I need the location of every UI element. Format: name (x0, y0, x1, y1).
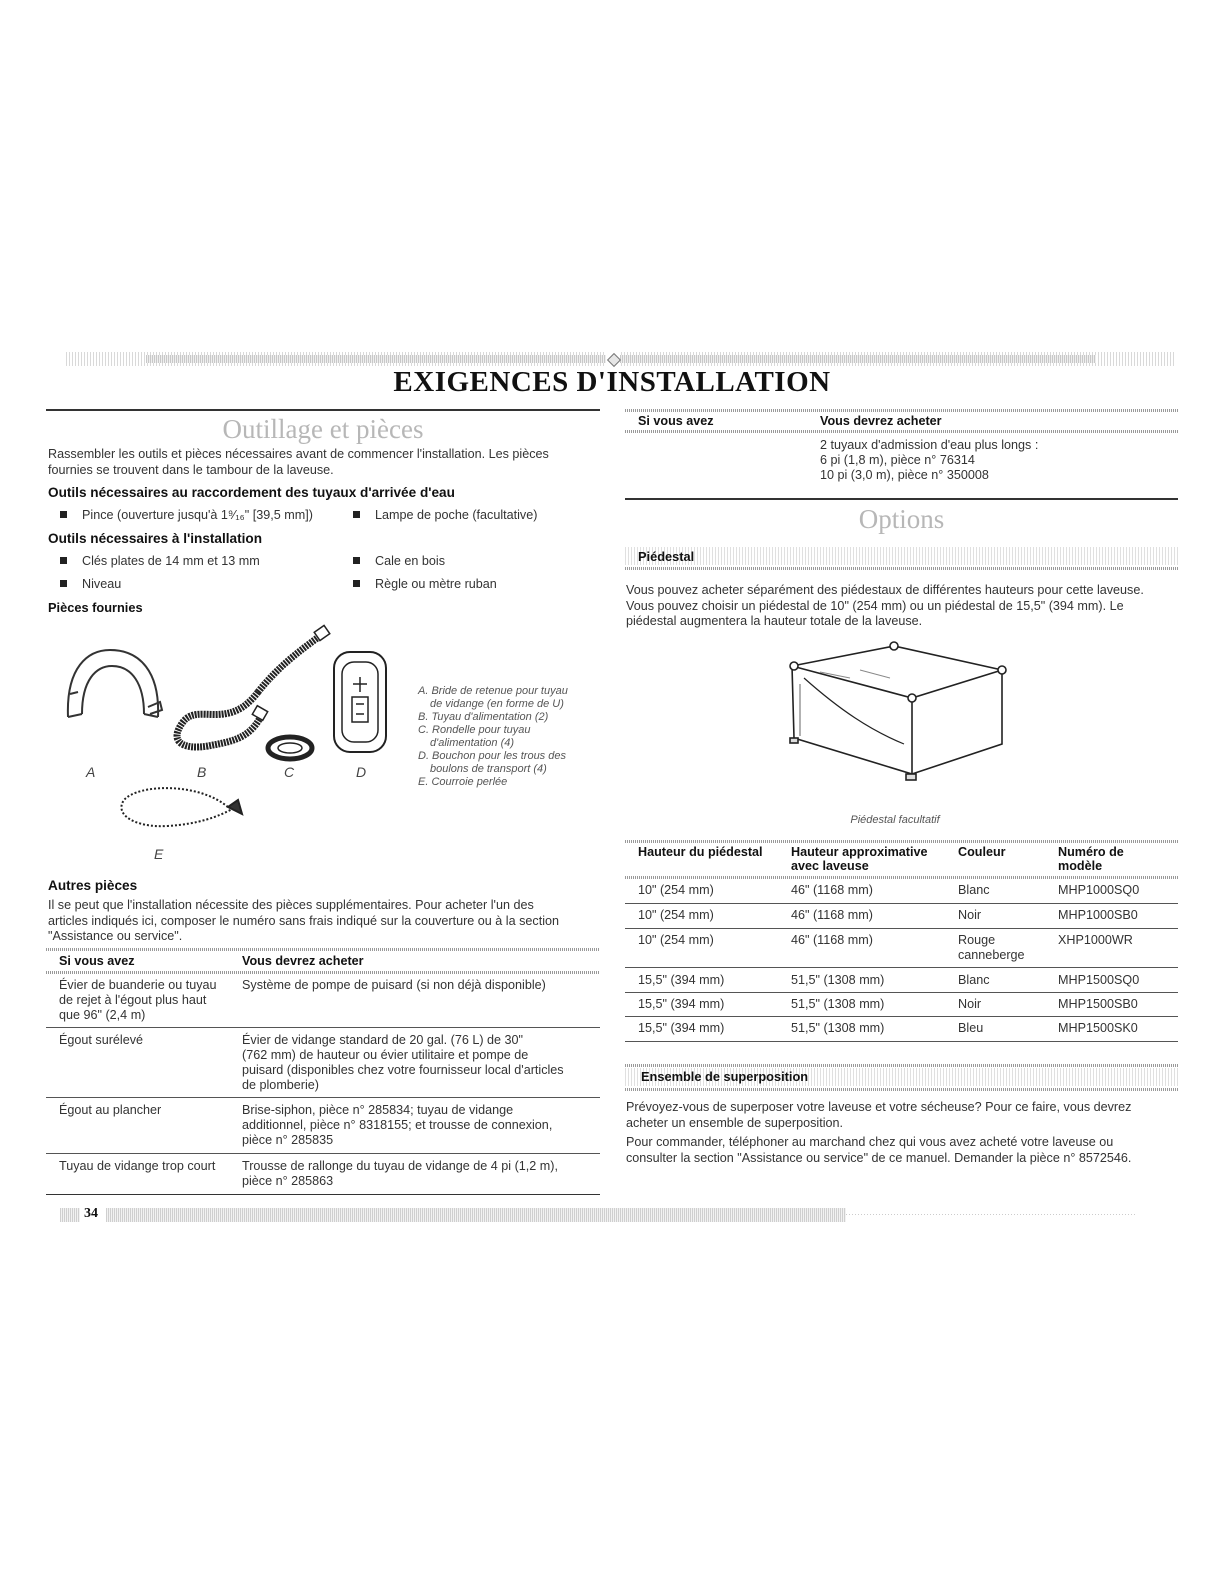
table-cell: MHP1500SQ0 (1058, 973, 1140, 987)
right-table-header-buy: Vous devrez acheter (820, 414, 942, 428)
section-title-options: Options (858, 504, 945, 534)
figure-letter-b: B (197, 764, 207, 780)
table-cell: MHP1000SB0 (1058, 908, 1138, 922)
pedestal-heading-rule (625, 567, 1178, 570)
table-row-divider (46, 1097, 600, 1098)
bullet-item: Cale en bois (353, 554, 445, 568)
pedestal-heading-bar (625, 547, 1178, 565)
parts-heading: Pièces fournies (48, 600, 143, 615)
bullet-item: Clés plates de 14 mm et 13 mm (60, 554, 260, 568)
tools-install-heading: Outils nécessaires à l'installation (48, 531, 263, 546)
figure-letter-c: C (284, 764, 295, 780)
hose-washer-icon (268, 737, 312, 759)
table-row-2-buy: Évier de vidange standard de 20 gal. (76 L) de 30" (762 mm) de hauteur ou évier utilitaire et pompe de puisard (disponibles chez votre fournisseur local d'articles de plomberie) (242, 1033, 564, 1092)
figure-letter-d: D (356, 764, 367, 780)
table-top-rule (46, 948, 600, 951)
table-cell: 46" (1168 mm) (791, 908, 873, 922)
pedestal-caption: Piédestal facultatif (850, 814, 940, 826)
stack-text-2: Pour commander, téléphoner au marchand chez qui vous avez acheté votre laveuse ou consulter la section "Assistance ou service" de ce manuel. Demander la pièce n° 8572546. (626, 1135, 1132, 1165)
pedestal-table-top-rule (625, 840, 1178, 843)
table-row-divider (625, 1016, 1178, 1017)
figure-letter-e: E (154, 846, 164, 862)
footer-pattern-left (60, 1208, 80, 1222)
pedestal-text: Vous pouvez acheter séparément des piédestaux de différentes hauteurs pour cette laveuse. Vous pouvez choisir un piédestal de 10" (254 mm) ou un piédestal de 15,5" (394 mm). Le piédestal augmentera la hauteur totale de la laveuse. (626, 583, 1144, 628)
table-cell: Rouge canneberge (958, 933, 1025, 962)
other-parts-text: Il se peut que l'installation nécessite des pièces supplémentaires. Pour acheter l'un des articles indiqués ici, composer le numéro sans frais indiqué sur la couverture ou à la section "Assistance ou service". (48, 898, 559, 943)
table-cell: MHP1000SQ0 (1058, 883, 1140, 897)
other-parts-heading: Autres pièces (48, 878, 138, 893)
pedestal-illustration (780, 640, 1010, 810)
table-cell: Noir (958, 997, 982, 1011)
table-cell: 51,5" (1308 mm) (791, 973, 885, 987)
parts-illustration (48, 622, 428, 842)
right-table-header-rule (625, 430, 1178, 433)
right-table-top-rule (625, 409, 1178, 412)
page-title: EXIGENCES D'INSTALLATION (393, 366, 831, 398)
pedestal-table-header-model: Numéro de modèle (1058, 845, 1124, 873)
right-table-row-buy: 2 tuyaux d'admission d'eau plus longs : 6 pi (1,8 m), pièce n° 76314 10 pi (3,0 m), pièce n° 350008 (820, 438, 1039, 482)
pedestal-heading: Piédestal (638, 549, 695, 564)
table-cell: 15,5" (394 mm) (638, 1021, 725, 1035)
pedestal-table-header-height: Hauteur du piédestal (638, 845, 763, 859)
pedestal-table-header-total: Hauteur approximative avec laveuse (791, 845, 928, 873)
table-cell: 46" (1168 mm) (791, 933, 873, 947)
table-header-rule (46, 971, 600, 974)
bullet-item: Lampe de poche (facultative) (353, 508, 537, 522)
figure-letter-a: A (86, 764, 96, 780)
footer-dotted-line (846, 1214, 1136, 1215)
pedestal-drawing-icon (790, 642, 1006, 780)
table-row-divider (625, 928, 1178, 929)
beaded-strap-icon (121, 788, 242, 826)
table-row-4-have: Tuyau de vidange trop court (59, 1159, 216, 1173)
options-section-rule (625, 498, 1178, 500)
table-cell: 10" (254 mm) (638, 908, 714, 922)
table-row-2-have: Égout surélevé (59, 1033, 144, 1047)
table-cell: MHP1500SB0 (1058, 997, 1138, 1011)
bullet-item: Pince (ouverture jusqu'à 1⁹⁄₁₆" [39,5 mm]) (60, 508, 313, 522)
header-diamond-ornament (606, 352, 620, 366)
table-bottom-rule (46, 1194, 600, 1195)
table-cell: MHP1500SK0 (1058, 1021, 1138, 1035)
inlet-hose-icon (177, 625, 330, 747)
bullet-item: Règle ou mètre ruban (353, 577, 497, 591)
page-number: 34 (84, 1206, 98, 1221)
table-cell: Blanc (958, 973, 990, 987)
table-cell: Noir (958, 908, 982, 922)
left-section-rule (46, 409, 600, 411)
table-header-buy: Vous devrez acheter (242, 954, 364, 968)
stack-text-1: Prévoyez-vous de superposer votre laveuse et votre sécheuse? Pour ce faire, vous devrez acheter un ensemble de superposition. (626, 1100, 1132, 1130)
drain-hose-clip-icon (68, 650, 162, 717)
bolt-hole-cap-icon (334, 652, 386, 752)
pedestal-table-header-rule (625, 876, 1178, 879)
table-cell: 51,5" (1308 mm) (791, 1021, 885, 1035)
stack-heading: Ensemble de superposition (641, 1069, 809, 1084)
stack-heading-top-rule (625, 1064, 1178, 1067)
table-row-divider (625, 967, 1178, 968)
table-row-1-have: Évier de buanderie ou tuyau de rejet à l'égout plus haut que 96" (2,4 m) (59, 978, 217, 1022)
table-cell: 10" (254 mm) (638, 933, 714, 947)
table-cell: Blanc (958, 883, 990, 897)
right-table-header-have: Si vous avez (638, 414, 714, 428)
table-row-divider (625, 992, 1178, 993)
section-title-tools: Outillage et pièces (222, 414, 424, 444)
parts-captions: A. Bride de retenue pour tuyau de vidange (en forme de U) B. Tuyau d'alimentation (2) C. Rondelle pour tuyau d'alimentation (4) D. Bouchon pour les trous des boulons de transport (4) E. Courroie perlée (418, 685, 568, 788)
table-bottom-rule (625, 1041, 1178, 1042)
table-row-divider (46, 1027, 600, 1028)
stack-heading-rule (625, 1088, 1178, 1091)
footer-pattern-bar (106, 1208, 846, 1222)
table-cell: 10" (254 mm) (638, 883, 714, 897)
bullet-item: Niveau (60, 577, 121, 591)
table-row-3-have: Égout au plancher (59, 1103, 162, 1117)
table-row-1-buy: Système de pompe de puisard (si non déjà disponible) (242, 978, 546, 992)
table-row-3-buy: Brise-siphon, pièce n° 285834; tuyau de vidange additionnel, pièce n° 8318155; et trousse de connexion, pièce n° 285835 (242, 1103, 553, 1147)
intro-paragraph: Rassembler les outils et pièces nécessaires avant de commencer l'installation. Les pièces fournies se trouvent dans le tambour de la laveuse. (48, 447, 549, 477)
table-row-4-buy: Trousse de rallonge du tuyau de vidange de 4 pi (1,2 m), pièce n° 285863 (242, 1159, 558, 1188)
tools-water-heading: Outils nécessaires au raccordement des tuyaux d'arrivée d'eau (48, 485, 455, 500)
table-row-divider (46, 1153, 600, 1154)
table-cell: 15,5" (394 mm) (638, 997, 725, 1011)
table-row-divider (625, 903, 1178, 904)
pedestal-table-header-color: Couleur (958, 845, 1006, 859)
table-cell: 46" (1168 mm) (791, 883, 873, 897)
table-header-have: Si vous avez (59, 954, 135, 968)
table-cell: Bleu (958, 1021, 984, 1035)
table-cell: XHP1000WR (1058, 933, 1133, 947)
table-cell: 15,5" (394 mm) (638, 973, 725, 987)
table-cell: 51,5" (1308 mm) (791, 997, 885, 1011)
